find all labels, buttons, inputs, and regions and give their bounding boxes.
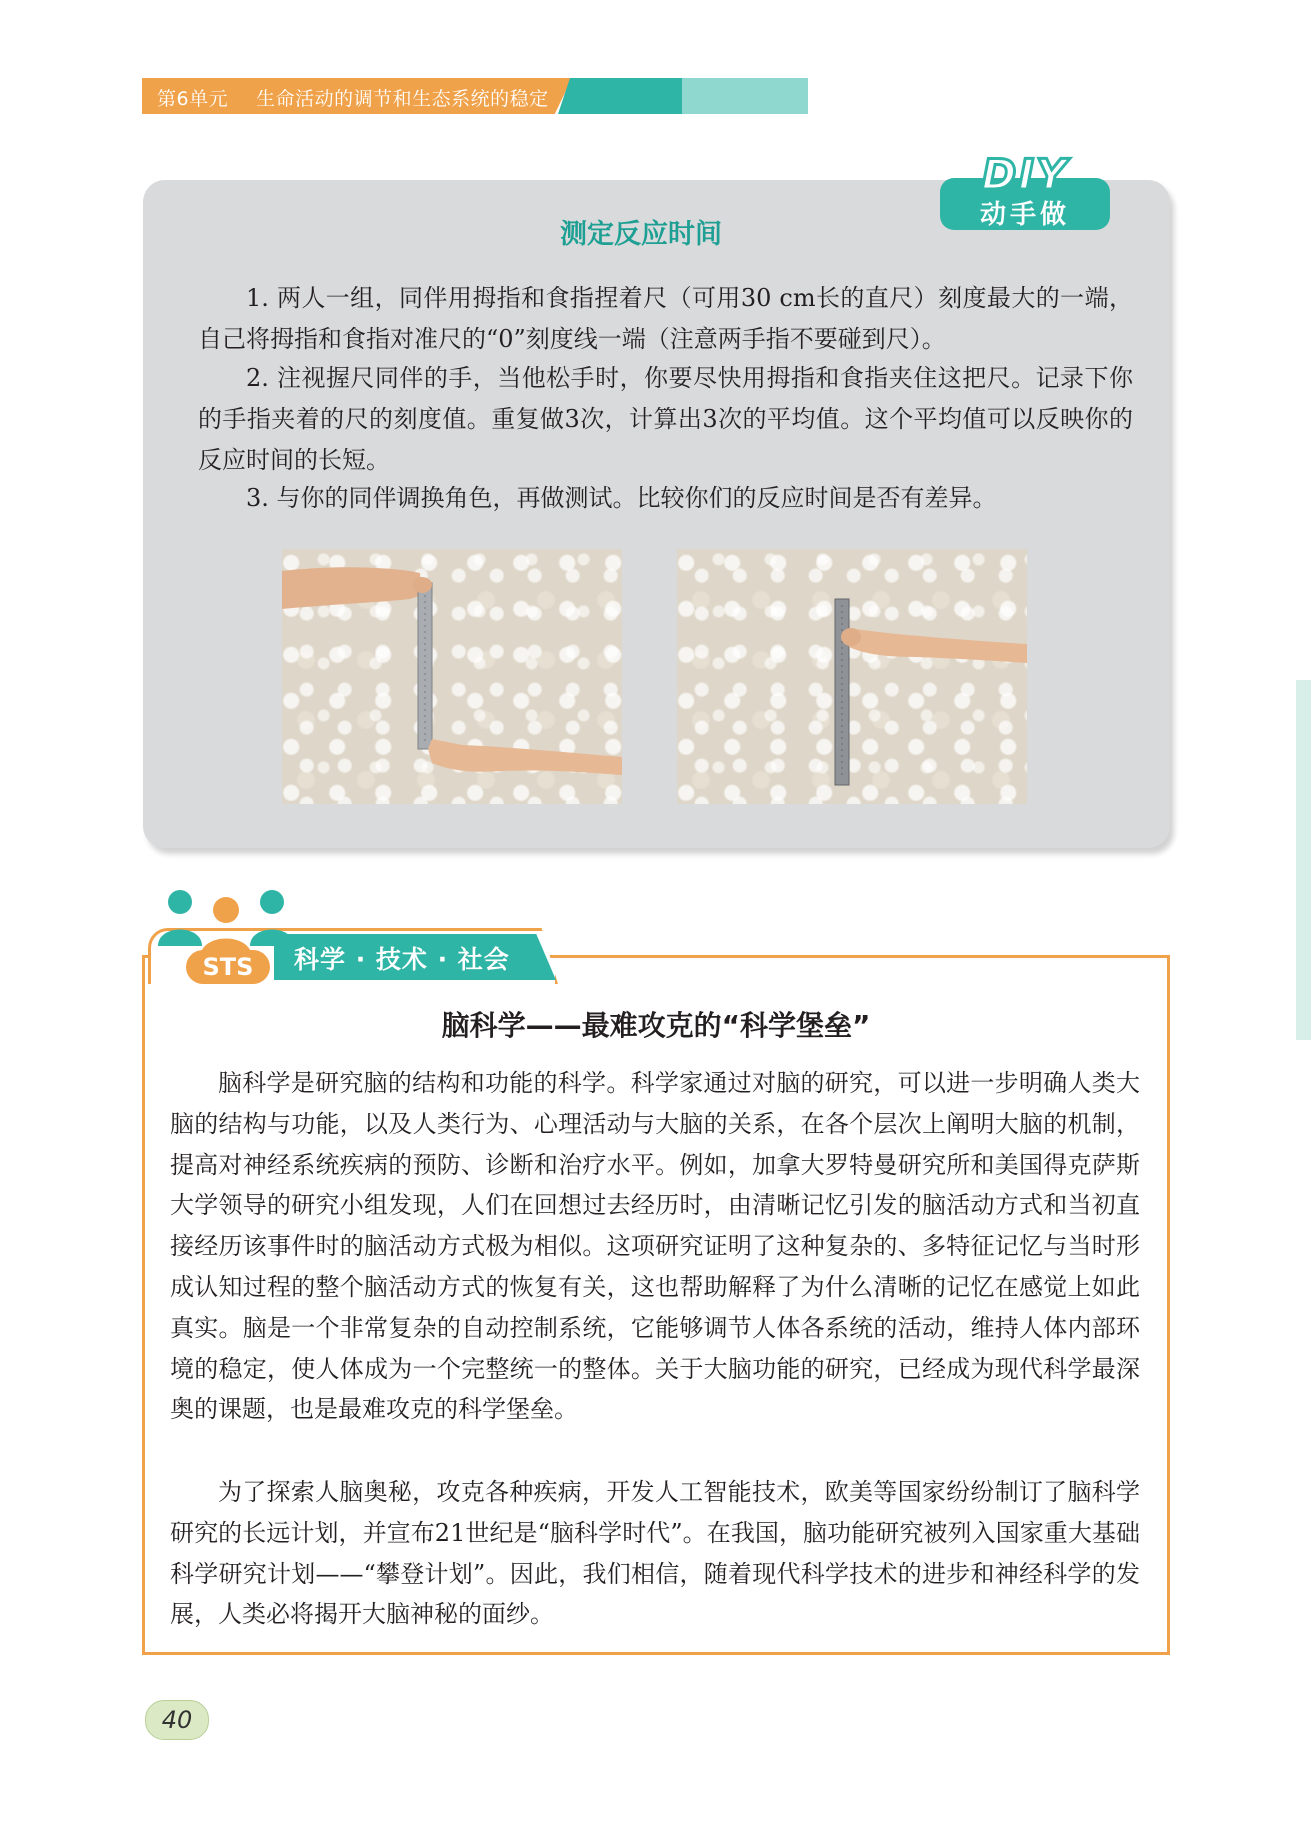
photo-ruler-drop-before xyxy=(282,549,622,804)
diy-step-2: 2. 注视握尺同伴的手，当他松手时，你要尽快用拇指和食指夹住这把尺。记录下你的手指夹着的尺的刻度值。重复做3次，计算出3次的平均值。这个平均值可以反映你的反应时间的长短。 xyxy=(198,364,1133,474)
diy-badge-en: DIY xyxy=(981,150,1069,199)
diy-step-1: 1. 两人一组，同伴用拇指和食指捏着尺（可用30 cm长的直尺）刻度最大的一端，自己将拇指和食指对准尺的“0”刻度线一端（注意两手指不要碰到尺）。 xyxy=(198,284,1133,353)
photo-ruler-drop-before-illustration xyxy=(282,549,622,804)
unit-label: 第6单元 xyxy=(157,88,229,110)
diy-title: 测定反应时间 xyxy=(560,219,722,250)
sts-label: 科学 · 技术 · 社会 xyxy=(294,945,510,974)
sts-title: 脑科学——最难攻克的“科学堡垒” xyxy=(441,1009,871,1042)
photo-ruler-drop-after xyxy=(677,549,1027,804)
edge-tab-decoration xyxy=(1296,680,1311,1040)
header-band-light-teal xyxy=(682,78,808,114)
diy-step-3: 3. 与你的同伴调换角色，再做测试。比较你们的反应时间是否有差异。 xyxy=(246,484,997,512)
unit-topic: 生命活动的调节和生态系统的稳定 xyxy=(256,88,549,110)
page-number: 40 xyxy=(145,1700,209,1740)
running-header xyxy=(157,84,577,111)
sts-badge: STS xyxy=(186,950,270,984)
sts-paragraph-1: 脑科学是研究脑的结构和功能的科学。科学家通过对脑的研究，可以进一步明确人类大脑的结构与功能，以及人类行为、心理活动与大脑的关系，在各个层次上阐明大脑的机制，提高对神经系统疾病的预防、诊断和治疗水平。例如，加拿大罗特曼研究所和美国得克萨斯大学领导的研究小组发现，人们在回想过去经历时，由清晰记忆引发的脑活动方式和当初直接经历该事件时的脑活动方式极为相似。这项研究证明了这种复杂的、多特征记忆与当时形成认知过程的整个脑活动方式的恢复有关，这也帮助解释了为什么清晰的记忆在感觉上如此真实。脑是一个非常复杂的自动控制系统，它能够调节人体各系统的活动，维持人体内部环境的稳定，使人体成为一个完整统一的整体。关于大脑功能的研究，已经成为现代科学最深奥的课题，也是最难攻克的科学堡垒。 xyxy=(170,1069,1140,1424)
diy-badge-zh: 动手做 xyxy=(979,200,1070,230)
sts-paragraph-2: 为了探索人脑奥秘，攻克各种疾病，开发人工智能技术，欧美等国家纷纷制订了脑科学研究的长远计划，并宣布21世纪是“脑科学时代”。在我国，脑功能研究被列入国家重大基础科学研究计划——“攀登计划”。因此，我们相信，随着现代科学技术的进步和神经科学的发展，人类必将揭开大脑神秘的面纱。 xyxy=(170,1478,1140,1629)
diy-badge xyxy=(940,150,1110,230)
photo-ruler-drop-after-illustration xyxy=(677,549,1027,804)
